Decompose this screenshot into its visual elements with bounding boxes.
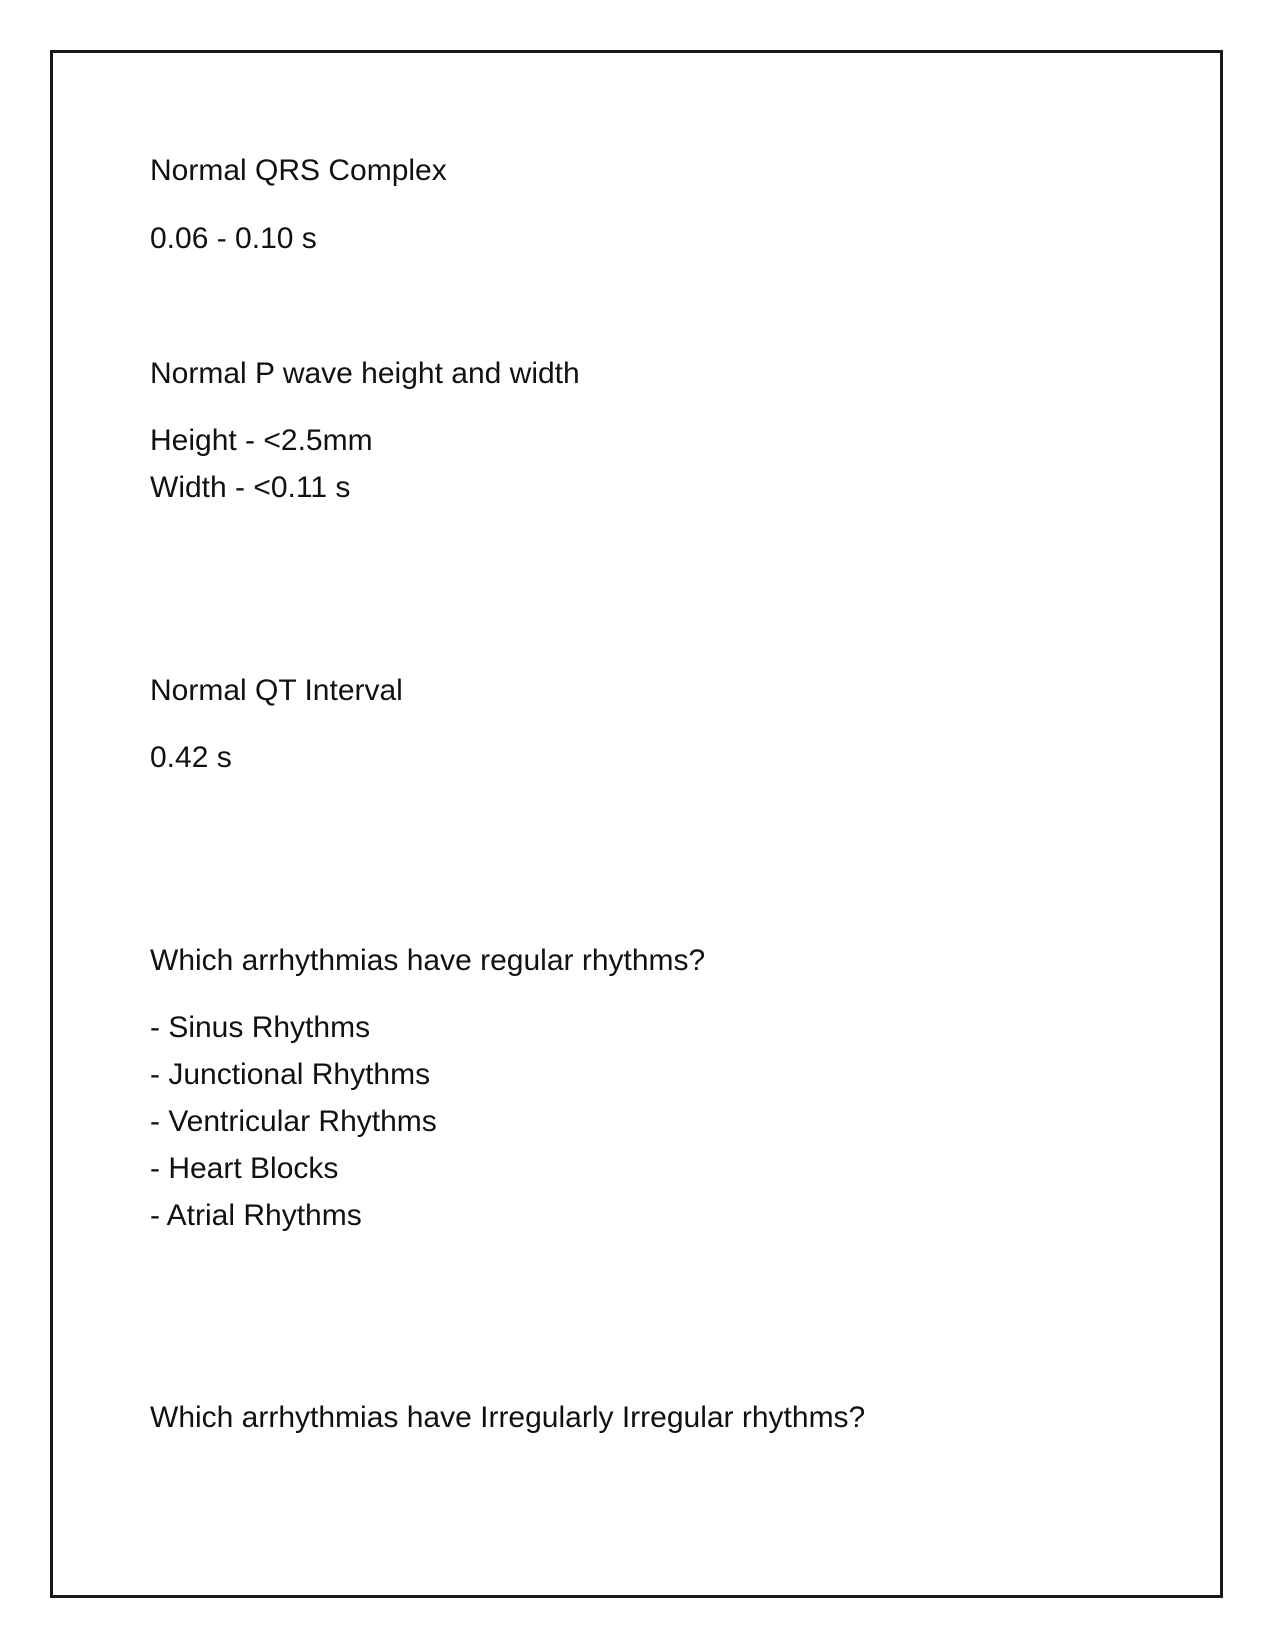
card-answer-line: - Ventricular Rhythms bbox=[150, 1105, 437, 1138]
card-question: Which arrhythmias have regular rhythms? bbox=[150, 944, 706, 977]
card-answer-line: 0.06 - 0.10 s bbox=[150, 222, 317, 255]
card-question: Normal P wave height and width bbox=[150, 357, 580, 390]
card-answer-line: - Sinus Rhythms bbox=[150, 1011, 371, 1044]
card-answer-line: - Junctional Rhythms bbox=[150, 1058, 431, 1091]
card-answer-line: 0.42 s bbox=[150, 741, 232, 774]
card-answer-line: Width - <0.11 s bbox=[150, 471, 351, 504]
card-answer-line: - Heart Blocks bbox=[150, 1152, 339, 1185]
card-answer-line: - Atrial Rhythms bbox=[150, 1199, 362, 1232]
card-question: Which arrhythmias have Irregularly Irregular rhythms? bbox=[150, 1401, 866, 1434]
card-question: Normal QRS Complex bbox=[150, 154, 447, 187]
page-border bbox=[50, 50, 1223, 1598]
card-question: Normal QT Interval bbox=[150, 674, 403, 707]
card-answer-line: Height - <2.5mm bbox=[150, 424, 373, 457]
